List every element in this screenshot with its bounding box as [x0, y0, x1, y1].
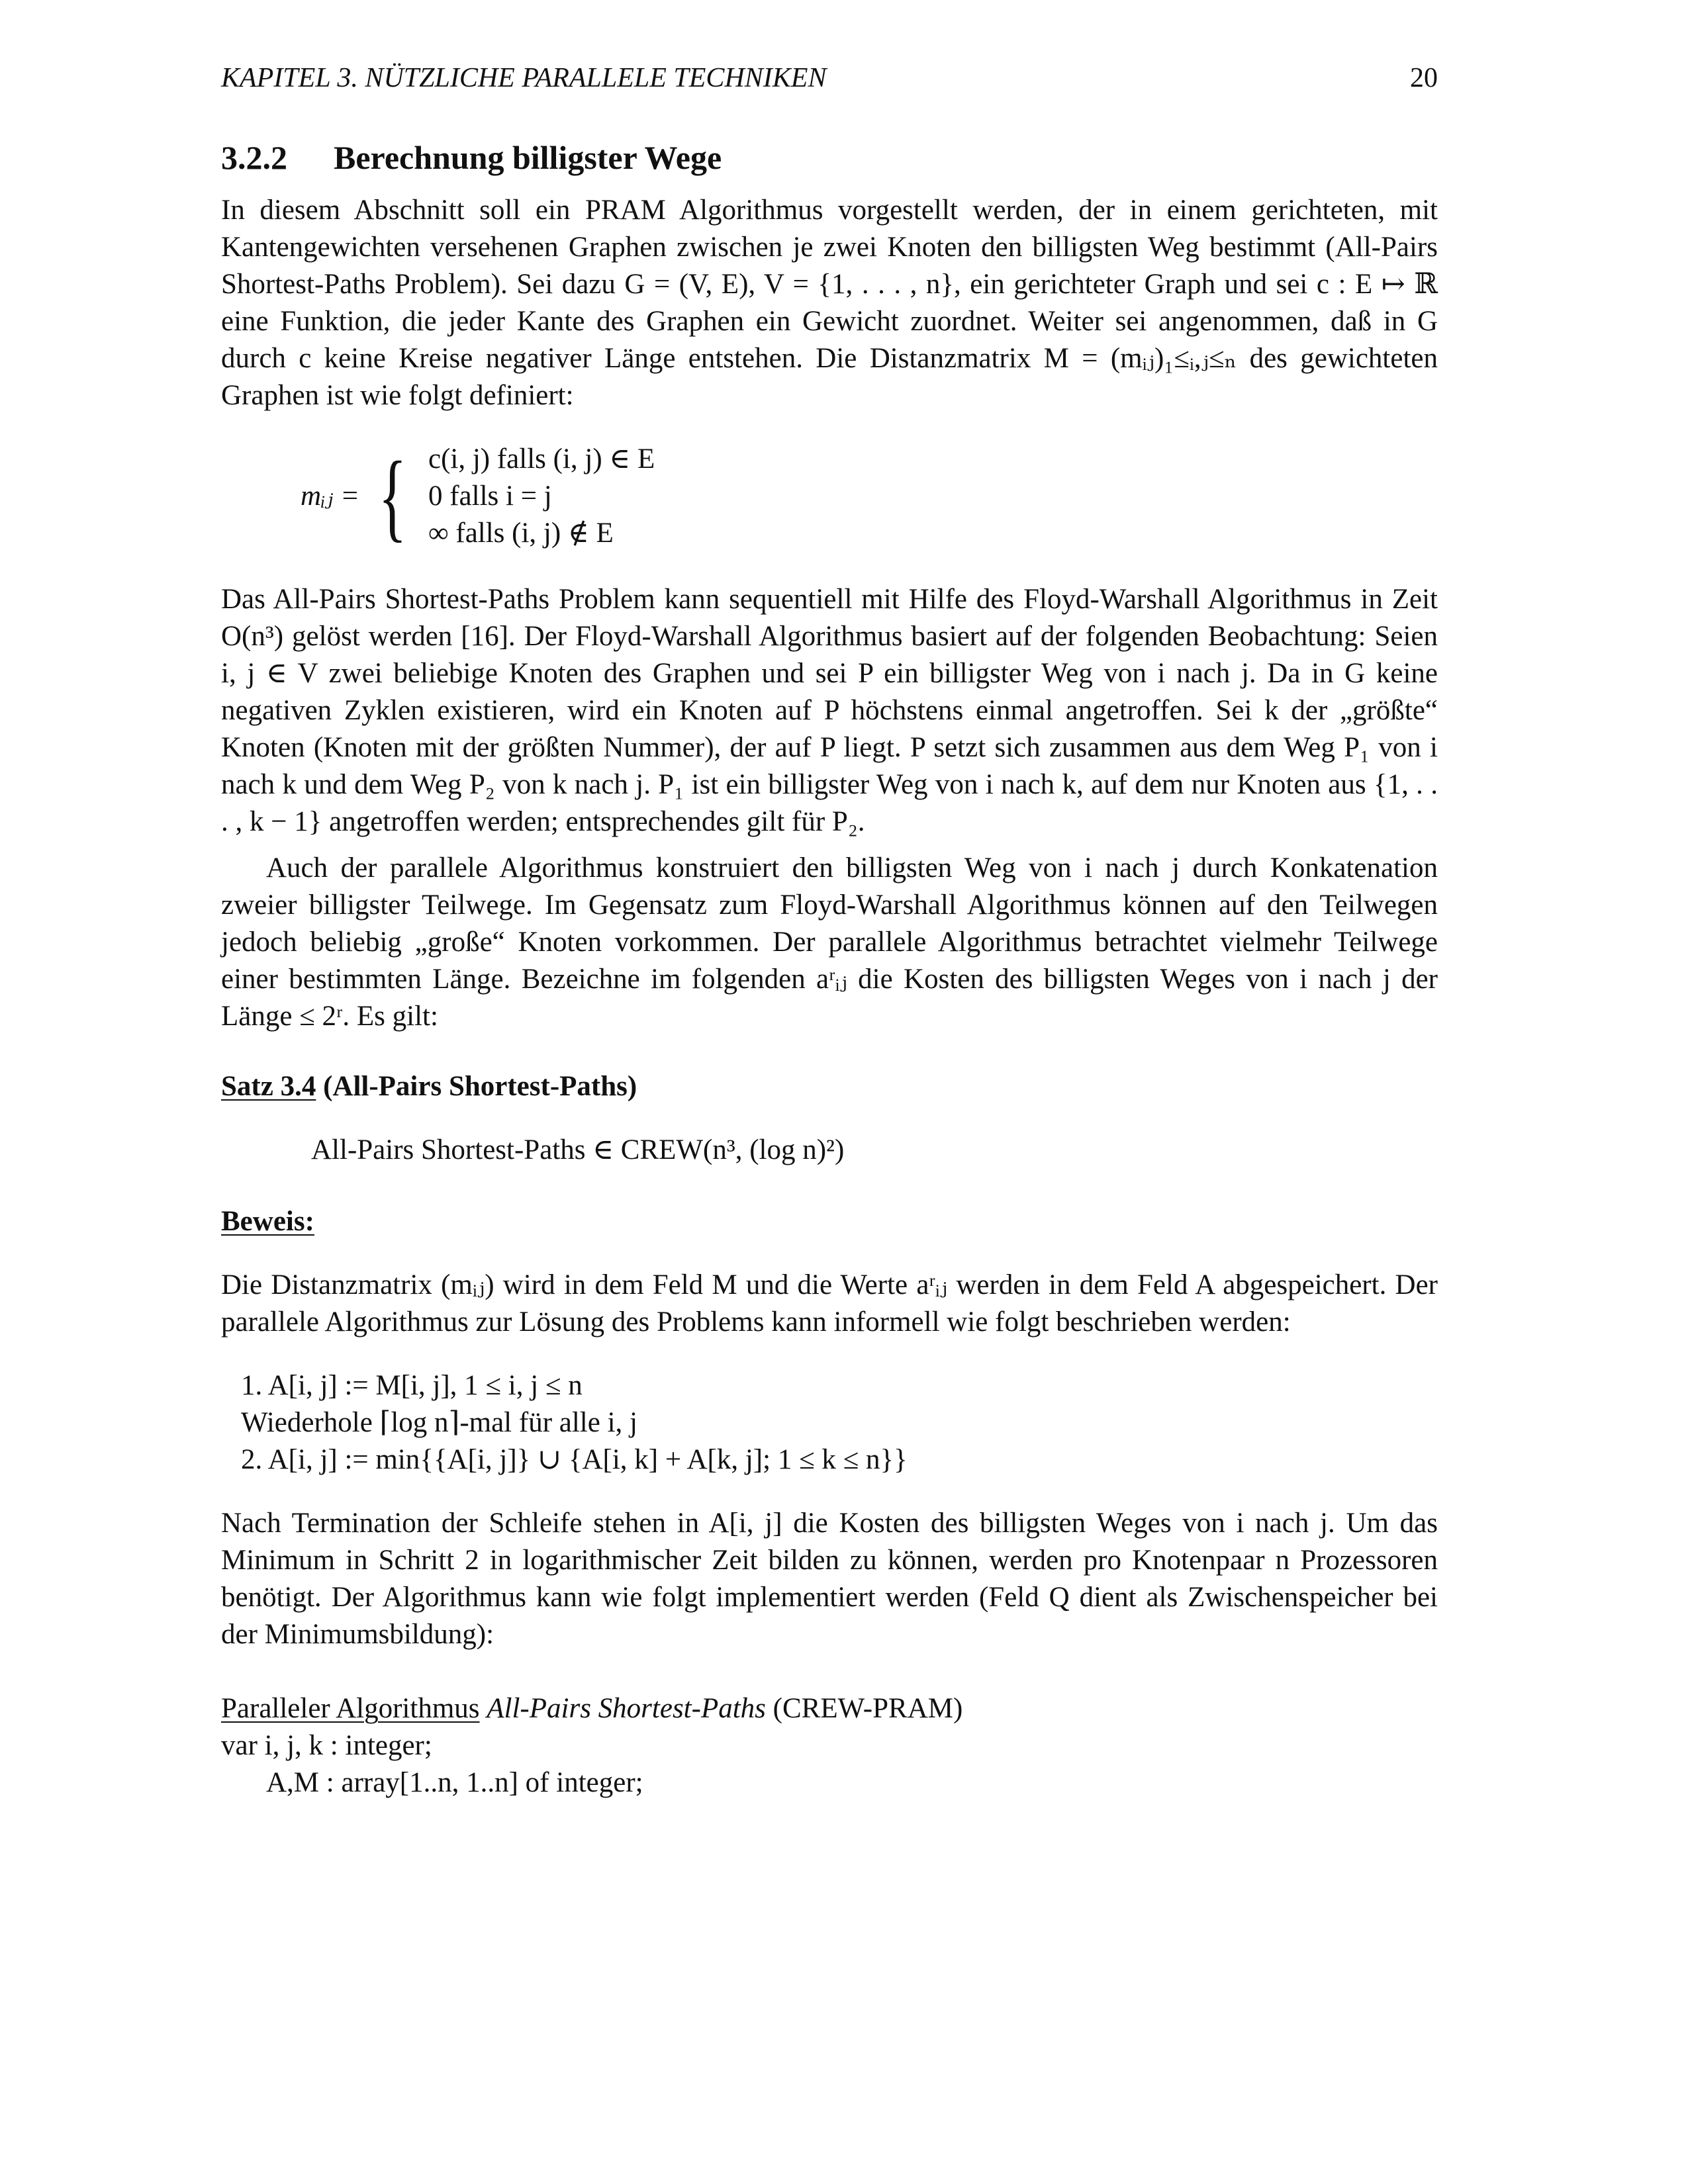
page-number: 20: [1410, 63, 1438, 93]
definition-lhs: mᵢⱼ =: [301, 480, 359, 512]
theorem-statement: All-Pairs Shortest-Paths ∈ CREW(n³, (log n)²): [311, 1134, 845, 1165]
theorem-title: (All-Pairs Shortest-Paths): [323, 1071, 637, 1102]
case-row: ∞ falls (i, j) ∉ E: [428, 518, 614, 549]
distance-matrix-definition: [301, 441, 1438, 552]
program-label: Paralleler Algorithmus: [221, 1693, 480, 1724]
algorithm-step: 1. A[i, j] := M[i, j], 1 ≤ i, j ≤ n: [241, 1370, 583, 1401]
algorithm-step: Wiederhole ⌈log n⌉-mal für alle i, j: [241, 1407, 637, 1438]
left-brace: {: [378, 441, 407, 551]
case-row: c(i, j) falls (i, j) ∈ E: [428, 443, 655, 475]
definition-cases: [428, 441, 655, 552]
algorithm-step: 2. A[i, j] := min{{A[i, j]} ∪ {A[i, k] + A[k, j]; 1 ≤ k ≤ n}}: [241, 1444, 908, 1475]
termination-paragraph: Nach Termination der Schleife stehen in A[i, j] die Kosten des billigsten Weges von i nach j. Um das Minimum in Schritt 2 in logarithmischer Zeit bilden zu können, werden pro Knotenpaar n Prozessoren benötigt. Der Algorithmus kann wie folgt implementiert werden (Feld Q dient als Zwischenspeicher bei der Minimumsbildung):: [221, 1508, 1438, 1650]
informal-algorithm: [241, 1367, 1438, 1479]
program-line: var i, j, k : integer;: [221, 1730, 432, 1761]
section-title: Berechnung billigster Wege: [334, 139, 722, 176]
proof-paragraph: Die Distanzmatrix (mᵢⱼ) wird in dem Feld M und die Werte aʳᵢⱼ werden in dem Feld A abgespeichert. Der parallele Algorithmus zur Lösung des Problems kann informell wie folgt beschrieben werden:: [221, 1269, 1438, 1338]
program-name: All-Pairs Shortest-Paths: [487, 1693, 766, 1724]
running-header: [221, 60, 1438, 99]
program-model: (CREW-PRAM): [773, 1693, 963, 1724]
section-number: 3.2.2: [221, 139, 287, 176]
program-heading: [221, 1690, 1438, 1727]
proof-label: Beweis:: [221, 1206, 314, 1237]
case-row: 0 falls i = j: [428, 480, 552, 512]
section-heading: [221, 138, 1438, 177]
document-page: [221, 60, 1438, 1801]
theorem-label: Satz 3.4: [221, 1071, 316, 1102]
chapter-title: KAPITEL 3. NÜTZLICHE PARALLELE TECHNIKEN: [221, 63, 827, 93]
intro-paragraph: In diesem Abschnitt soll ein PRAM Algorithmus vorgestellt werden, der in einem gerichteten, mit Kantengewichten versehenen Graphen zwischen je zwei Knoten den billigsten Weg bestimmt (All-Pairs Shortest-Paths Problem). Sei dazu G = (V, E), V = {1, . . . , n}, ein gerichteter Graph und sei c : E ↦ ℝ eine Funktion, die jeder Kante des Graphen ein Gewicht zuordnet. Weiter sei angenommen, daß in G durch c keine Kreise negativer Länge entstehen. Die Distanzmatrix M = (mᵢⱼ)₁≤ᵢ,ⱼ≤ₙ des gewichteten Graphen ist wie folgt definiert:: [221, 195, 1438, 411]
theorem-heading: [221, 1068, 1438, 1105]
floyd-warshall-paragraph: Das All-Pairs Shortest-Paths Problem kann sequentiell mit Hilfe des Floyd-Warshall Algorithmus in Zeit O(n³) gelöst werden [16]. Der Floyd-Warshall Algorithmus basiert auf der folgenden Beobachtung: Seien i, j ∈ V zwei beliebige Knoten des Graphen und sei P ein billigster Weg von i nach j. Da in G keine negativen Zyklen existieren, wird ein Knoten auf P höchstens einmal angetroffen. Sei k der „größte“ Knoten (Knoten mit der größten Nummer), der auf P liegt. P setzt sich zusammen aus dem Weg P₁ von i nach k und dem Weg P₂ von k nach j. P₁ ist ein billigster Weg von i nach k, auf dem nur Knoten aus {1, . . . , k − 1} angetroffen werden; entsprechendes gilt für P₂.: [221, 584, 1438, 837]
program-line: A,M : array[1..n, 1..n] of integer;: [266, 1767, 643, 1798]
parallel-algorithm-paragraph: Auch der parallele Algorithmus konstruiert den billigsten Weg von i nach j durch Konkatenation zweier billigster Teilwege. Im Gegensatz zum Floyd-Warshall Algorithmus können auf den Teilwegen jedoch beliebig „große“ Knoten vorkommen. Der parallele Algorithmus betrachtet vielmehr Teilwege einer bestimmten Länge. Bezeichne im folgenden aʳᵢⱼ die Kosten des billigsten Weges von i nach j der Länge ≤ 2ʳ. Es gilt:: [221, 852, 1438, 1032]
